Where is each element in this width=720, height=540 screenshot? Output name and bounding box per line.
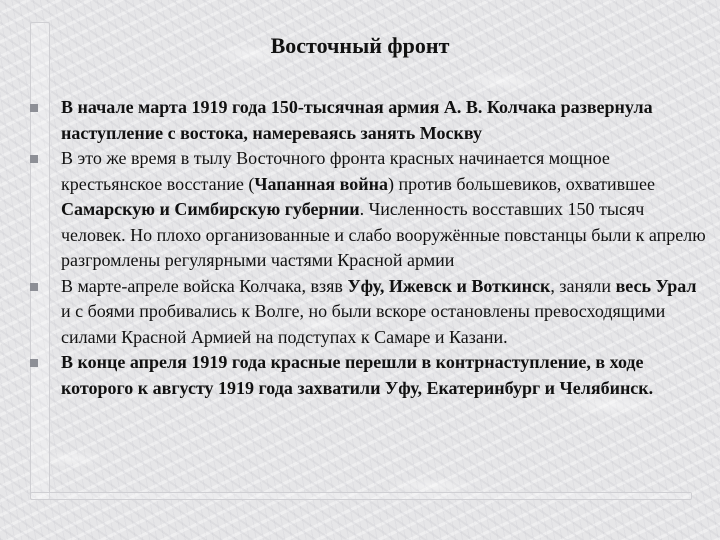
square-bullet-icon xyxy=(30,155,38,163)
item-text: . Численность восставших 150 тысяч человек. Но плохо организованные и слабо вооружённые повстанцы были к апрелю разгромлены регулярными частями Красной армии xyxy=(61,199,706,270)
item-text: В это же время в тылу Восточного фронта красных начинается мощное крестьянское восстание ( xyxy=(61,148,610,194)
item-text: В марте-апреле войска Колчака, взяв xyxy=(61,275,348,296)
bullet-list xyxy=(30,95,710,401)
item-text: и с боями пробивались к Волге, но были вскоре остановлены превосходящими силами Красной Армией на подступах к Самаре и Казани. xyxy=(61,301,666,347)
list-item xyxy=(30,146,710,274)
item-text-bold: Самарскую и Симбирскую губернии xyxy=(61,199,360,219)
item-text-bold: весь Урал xyxy=(615,275,697,296)
list-item xyxy=(30,95,710,146)
square-bullet-icon xyxy=(30,104,38,112)
square-bullet-icon xyxy=(30,283,38,291)
list-item xyxy=(30,350,710,401)
item-text-bold: Уфу, Ижевск и Воткинск xyxy=(347,275,551,296)
decorative-frame-horizontal xyxy=(30,492,692,500)
list-item xyxy=(30,274,710,351)
item-text: ) против большевиков, охватившее xyxy=(388,173,655,194)
item-text: В конце апреля 1919 года красные перешли в контрнаступление, в ходе которого к августу 1919 года захватили Уфу, Екатеринбург и Челябинск. xyxy=(61,352,654,398)
slide-title: Восточный фронт xyxy=(270,33,450,58)
item-text: В начале марта 1919 года 150-тысячная армия А. В. Колчака развернула наступление с востока, намереваясь занять Москву xyxy=(61,97,653,143)
square-bullet-icon xyxy=(30,359,38,367)
item-text-bold: Чапанная война xyxy=(254,173,388,194)
item-text: , заняли xyxy=(550,275,616,296)
